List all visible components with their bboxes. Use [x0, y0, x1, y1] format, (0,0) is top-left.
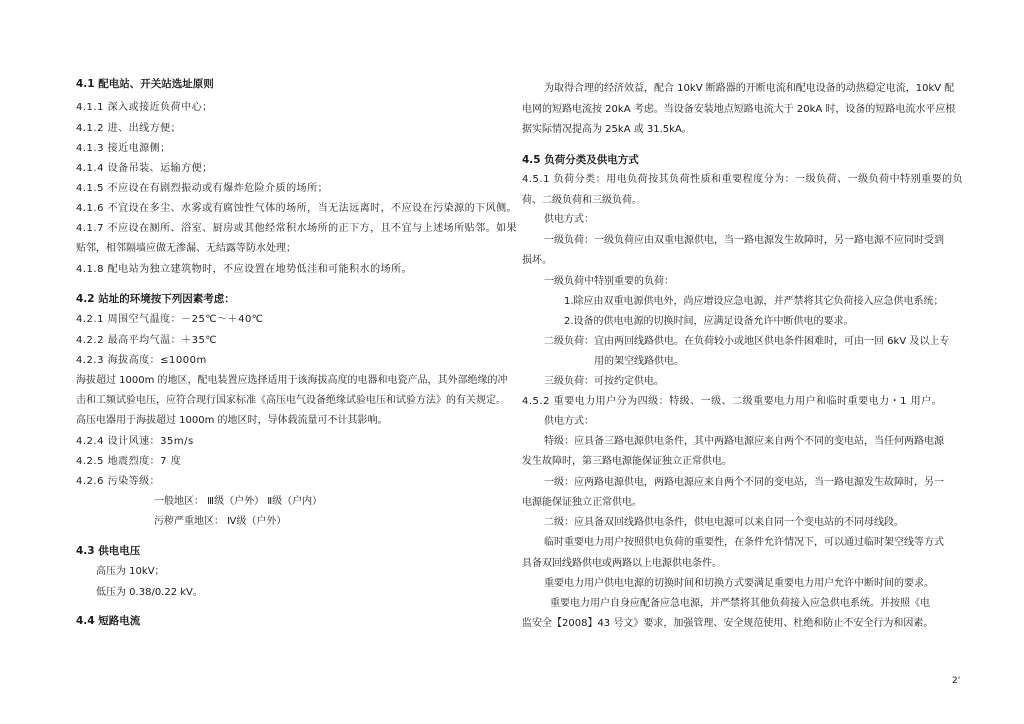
level2-load-line1: 二级负荷：宜由两回线路供电。在负荷较小或地区供电条件困难时，可由一回 6kV 及以上专 — [544, 336, 950, 347]
paragraph-4-2-6: 4.2.6 污染等级： — [76, 476, 161, 487]
paragraph-4-1-8: 4.1.8 配电站为独立建筑物时，不应设置在地势低洼和可能积水的场所。 — [76, 264, 413, 275]
paragraph-4-1-4: 4.1.4 设备吊装、运输方便； — [76, 163, 213, 174]
altitude-note-line1: 海拔超过 1000m 的地区，配电装置应选择适用于该海拔高度的电器和电瓷产品，其外部绝缘的冲 — [76, 375, 508, 386]
level1-load-line2: 损坏。 — [522, 255, 552, 266]
special-grade-line2: 发生故障时，第三路电源能保证独立正常供电。 — [522, 456, 732, 467]
paragraph-4-2-5: 4.2.5 地震烈度：7 度 — [76, 456, 182, 467]
pollution-severe-area: 污秽严重地区： Ⅳ级（户外） — [154, 516, 287, 527]
paragraph-4-1-5: 4.1.5 不应设在有剧烈振动或有爆炸危险介质的场所； — [76, 183, 329, 194]
paragraph-4-2-1: 4.2.1 周围空气温度：－25℃～＋40℃ — [76, 314, 264, 325]
paragraph-4-1-2: 4.1.2 进、出线方便； — [76, 123, 182, 134]
supply-method-label: 供电方式： — [544, 214, 594, 225]
grade1-line1: 一级：应两路电源供电，两路电源应来自两个不同的变电站，当一路电源发生故障时，另一 — [544, 477, 944, 488]
grade2-line: 二级：应具备双回线路供电条件，供电电源可以来自同一个变电站的不同母线段。 — [544, 517, 904, 528]
section-4-4-heading: 4.4 短路电流 — [76, 615, 141, 627]
switching-time-line: 重要电力用户供电电源的切换时间和切换方式要满足重要电力用户允许中断时间的要求。 — [544, 578, 934, 589]
paragraph-4-1-7-line2: 贴邻，相邻隔墙应做无渗漏、无结露等防水处理； — [76, 243, 296, 254]
paragraph-4-1-6: 4.1.6 不宜设在多尘、水雾或有腐蚀性气体的场所，当无法远离时，不应设在污染源的下风侧。 — [76, 203, 518, 214]
pollution-general-area: 一般地区： Ⅲ级（户外） Ⅱ级（户内） — [154, 496, 323, 507]
special-grade-line1: 特级：应具备三路电源供电条件，其中两路电源应来自两个不同的变电站，当任何两路电源 — [544, 436, 944, 447]
level2-load-line2: 用的架空线路供电。 — [594, 356, 684, 367]
section-4-1-heading: 4.1 配电站、开关站选址原则 — [76, 78, 214, 90]
page-number: 2' — [952, 676, 961, 686]
supply-method-label-2: 供电方式： — [544, 416, 594, 427]
emergency-power-line2: 监安全【2008】43 号文》要求，加强管理、安全规范使用、杜绝和防止不安全行为和因素。 — [522, 618, 934, 629]
special-load-item2: 2.设备的供电电源的切换时间，应满足设备允许中断供电的要求。 — [564, 316, 854, 327]
level1-load-line1: 一级负荷：一级负荷应由双重电源供电，当一路电源发生故障时，另一路电源不应同时受到 — [544, 235, 944, 246]
altitude-note-line3: 高压电器用于海拔超过 1000m 的地区时，导体载流量可不计其影响。 — [76, 415, 388, 426]
paragraph-4-5-1-line2: 荷、二级负荷和三级负荷。 — [522, 195, 642, 206]
high-voltage-line: 高压为 10kV； — [96, 566, 165, 577]
paragraph-4-1-7-line1: 4.1.7 不应设在厕所、浴室、厨房或其他经常积水场所的正下方，且不宜与上述场所贴邻。如果 — [76, 223, 518, 234]
temporary-user-line1: 临时重要电力用户按照供电负荷的重要性，在条件允许情况下，可以通过临时架空线等方式 — [544, 537, 944, 548]
paragraph-4-1-3: 4.1.3 接近电源侧； — [76, 143, 171, 154]
low-voltage-line: 低压为 0.38/0.22 kV。 — [96, 587, 203, 598]
section-4-3-heading: 4.3 供电电压 — [76, 545, 141, 557]
paragraph-4-5-1-line1: 4.5.1 负荷分类：用电负荷按其负荷性质和重要程度分为：一级负荷、一级负荷中特别重要的负 — [522, 174, 964, 185]
section-4-5-heading: 4.5 负荷分类及供电方式 — [522, 154, 639, 166]
special-load-label: 一级负荷中特别重要的负荷： — [544, 276, 674, 287]
paragraph-4-2-2: 4.2.2 最高平均气温：＋35℃ — [76, 335, 218, 346]
paragraph-4-5-2: 4.5.2 重要电力用户分为四级：特级、一级、二级重要电力用户和临时重要电力・1 用户。 — [522, 396, 943, 407]
grade1-line2: 电源能保证独立正常供电。 — [522, 497, 642, 508]
emergency-power-line1: 重要电力用户自身应配备应急电源，并严禁将其他负荷接入应急供电系统。并按照《电 — [550, 598, 930, 609]
temporary-user-line2: 具备双回线路供电或两路以上电源供电条件。 — [522, 558, 722, 569]
altitude-note-line2: 击和工频试验电压，应符合现行国家标准《高压电气设备绝缘试验电压和试验方法》的有关规定。 — [76, 395, 506, 406]
short-circuit-line2: 电网的短路电流按 20kA 考虑。当设备安装地点短路电流大于 20kA 时，设备的短路电流水平应根 — [522, 104, 956, 115]
short-circuit-line3: 据实际情况提高为 25kA 或 31.5kA。 — [522, 124, 692, 135]
paragraph-4-1-1: 4.1.1 深入或接近负荷中心； — [76, 102, 213, 113]
level3-load: 三级负荷：可按约定供电。 — [544, 376, 664, 387]
special-load-item1: 1.除应由双重电源供电外，尚应增设应急电源，并严禁将其它负荷接入应急供电系统； — [564, 296, 944, 307]
paragraph-4-2-3: 4.2.3 海拔高度：≤1000m — [76, 355, 207, 366]
paragraph-4-2-4: 4.2.4 设计风速：35m/s — [76, 436, 194, 447]
short-circuit-line1: 为取得合理的经济效益，配合 10kV 断路器的开断电流和配电设备的动热稳定电流，10kV 配 — [544, 83, 955, 94]
section-4-2-heading: 4.2 站址的环境按下列因素考虑： — [76, 293, 235, 305]
